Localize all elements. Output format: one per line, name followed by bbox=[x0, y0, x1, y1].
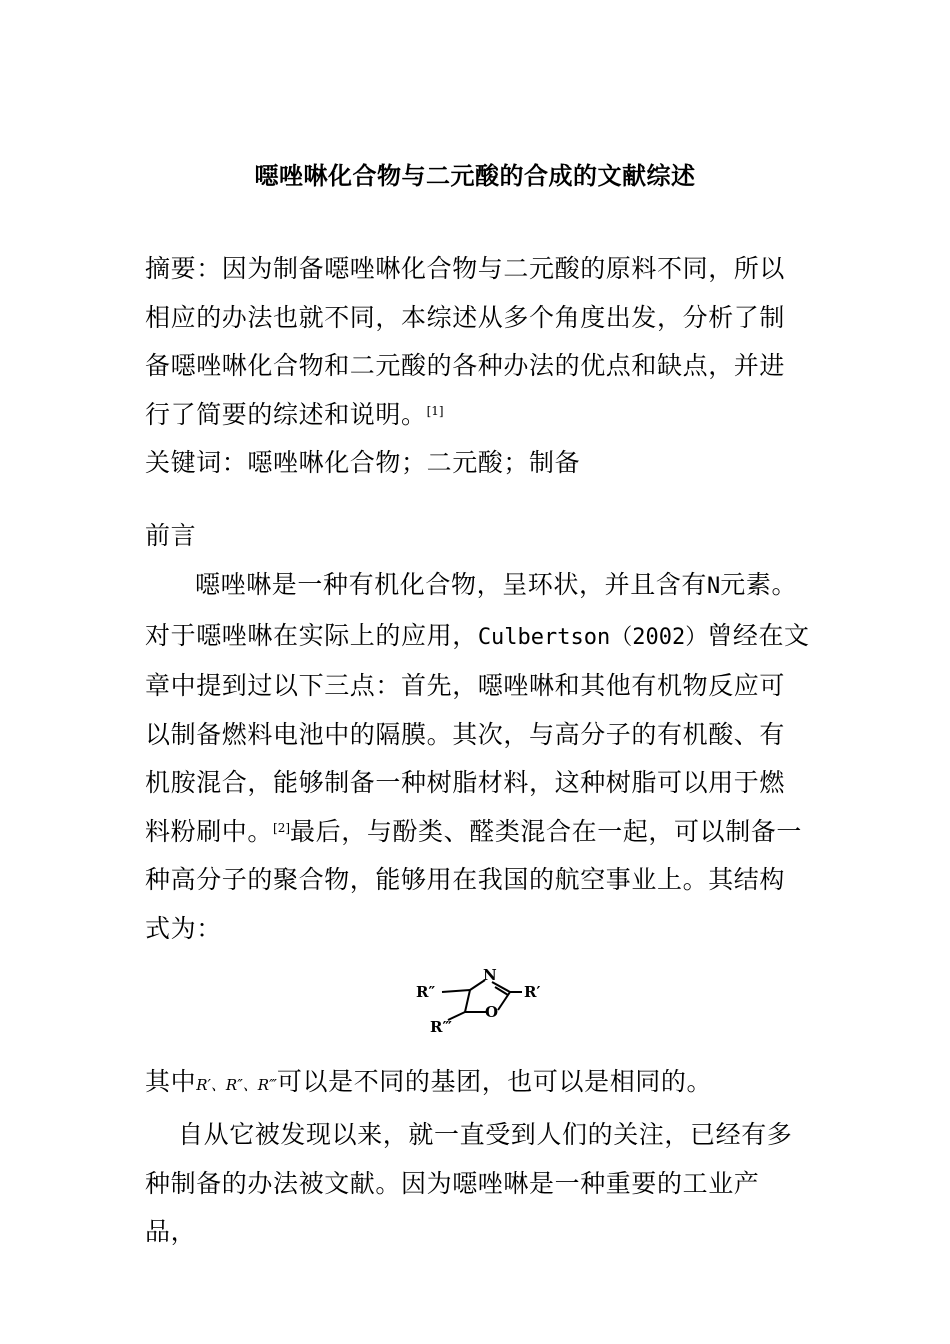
intro-text-2: 元素。对于噁唑啉在实际上的应用， bbox=[145, 570, 798, 650]
n-element-letter: N bbox=[707, 574, 721, 599]
author-year: Culbertson（2002） bbox=[477, 624, 708, 650]
r-top-label: R″ bbox=[416, 983, 436, 1001]
citation-1: [1] bbox=[426, 403, 444, 418]
citation-2: [2] bbox=[273, 820, 291, 835]
abstract-paragraph bbox=[145, 245, 810, 439]
substituent-prefix: 其中 bbox=[145, 1067, 197, 1096]
abstract-text: 摘要：因为制备噁唑啉化合物与二元酸的原料不同，所以相应的办法也就不同，本综述从多个角度出发，分析了制备噁唑啉化合物和二元酸的各种办法的优点和缺点，并进行了简要的综述和说明。 bbox=[145, 254, 786, 429]
intro-paragraph bbox=[145, 561, 810, 953]
intro-text-3: 曾经在文章中提到过以下三点：首先，噁唑啉和其他有机物反应可以制备燃料电池中的隔膜。其次，与高分子的有机酸、有机胺混合，能够制备一种树脂材料，这种树脂可以用于燃料粉刷中。 bbox=[145, 620, 810, 846]
preface-heading: 前言 bbox=[145, 521, 197, 550]
oxazoline-structure-diagram bbox=[410, 962, 560, 1042]
closing-paragraph: 自从它被发现以来，就一直受到人们的关注，已经有多种制备的办法被文献。因为噁唑啉是一种重要的工业产品， bbox=[145, 1120, 793, 1246]
bond-c2-o bbox=[498, 992, 510, 1010]
r-bottom-label: R‴ bbox=[430, 1018, 452, 1036]
bond-c4-r bbox=[442, 990, 470, 992]
intro-text-1: 噁唑啉是一种有机化合物，呈环状，并且含有 bbox=[195, 570, 708, 599]
nitrogen-atom-label: N bbox=[483, 966, 497, 984]
intro-text-4: 最后，与酚类、醛类混合在一起，可以制备一种高分子的聚合物，能够用在我国的航空事业上。其结构式为： bbox=[145, 816, 803, 943]
document-title: 噁唑啉化合物与二元酸的合成的文献综述 bbox=[254, 162, 696, 190]
bond-c5-c4 bbox=[465, 990, 470, 1012]
substituent-symbols: R′、R″、R‴ bbox=[196, 1076, 277, 1094]
substituent-note bbox=[145, 1058, 810, 1110]
substituent-suffix: 可以是不同的基团，也可以是相同的。 bbox=[276, 1067, 713, 1096]
oxygen-atom-label: O bbox=[485, 1003, 499, 1021]
keywords-line: 关键词：噁唑啉化合物；二元酸；制备 bbox=[145, 448, 581, 477]
r-right-label: R′ bbox=[524, 983, 541, 1001]
